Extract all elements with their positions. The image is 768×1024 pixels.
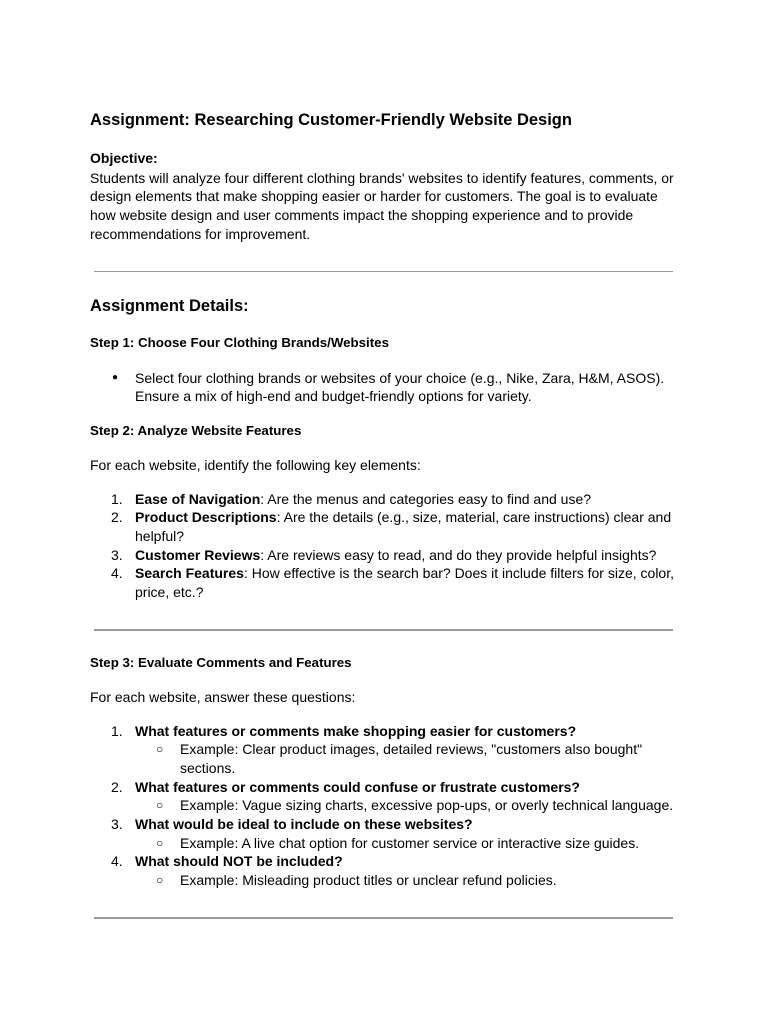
item-example: Example: Clear product images, detailed reviews, "customers also bought" sections. [180, 741, 643, 776]
page-title: Assignment: Researching Customer-Friendly Website Design [90, 111, 572, 129]
list-number: 2. [111, 509, 123, 526]
step3-heading: Step 3: Evaluate Comments and Features [90, 654, 352, 670]
divider [94, 271, 673, 272]
step1-heading: Step 1: Choose Four Clothing Brands/Websites [90, 334, 389, 350]
sub-list-item [90, 740, 680, 777]
item-text: : Are reviews easy to read, and do they provide helpful insights? [260, 546, 657, 563]
list-item [90, 778, 680, 815]
sub-list-item [90, 796, 680, 815]
list-item [90, 546, 680, 565]
list-item [90, 369, 680, 406]
document-body [90, 110, 680, 919]
list-item [90, 815, 680, 852]
list-number: 2. [111, 778, 123, 795]
list-number: 3. [111, 546, 123, 563]
list-number: 1. [111, 722, 123, 739]
item-example: Example: A live chat option for customer service or interactive size guides. [180, 834, 640, 851]
item-term: Search Features [135, 565, 244, 582]
list-number: 3. [111, 816, 123, 833]
list-number: 4. [111, 565, 123, 582]
sub-bullet-marker: ○ [156, 798, 164, 813]
list-item [90, 722, 680, 778]
sub-bullet-marker: ○ [156, 742, 164, 757]
list-item [90, 564, 680, 601]
sub-list-item [90, 834, 680, 853]
list-item [90, 490, 680, 509]
step3-list [90, 722, 680, 890]
item-term: Customer Reviews [135, 546, 261, 563]
step2-heading: Step 2: Analyze Website Features [90, 422, 302, 438]
item-example: Example: Misleading product titles or unclear refund policies. [180, 872, 557, 889]
step2-list [90, 490, 680, 602]
item-question: What should NOT be included? [135, 853, 343, 870]
details-heading: Assignment Details: [90, 296, 249, 315]
item-example: Example: Vague sizing charts, excessive pop-ups, or overly technical language. [180, 797, 674, 814]
step1-bullet-text: Select four clothing brands or websites of your choice (e.g., Nike, Zara, H&M, ASOS). Ensure a mix of high-end and budget-friendly options for variety. [135, 369, 665, 405]
list-number: 4. [111, 853, 123, 870]
item-text: : Are the menus and categories easy to find and use? [260, 490, 592, 507]
item-question: What features or comments could confuse or frustrate customers? [135, 778, 580, 795]
sub-bullet-marker: ○ [156, 873, 164, 888]
bullet-marker: ● [112, 371, 119, 383]
step1-list [90, 369, 680, 406]
item-text: : How effective is the search bar? Does it include filters for size, color, price, etc.? [135, 565, 674, 601]
objective-label: Objective: [90, 150, 158, 166]
list-number: 1. [111, 490, 123, 507]
step3-intro: For each website, answer these questions: [90, 688, 356, 705]
item-text: : Are the details (e.g., size, material, care instructions) clear and helpful? [135, 509, 672, 545]
item-term: Ease of Navigation [135, 490, 261, 507]
sub-list-item [90, 871, 680, 890]
divider [94, 917, 673, 919]
step2-intro: For each website, identify the following key elements: [90, 456, 421, 473]
item-question: What features or comments make shopping easier for customers? [135, 722, 577, 739]
list-item [90, 508, 680, 545]
sub-bullet-marker: ○ [156, 835, 164, 850]
objective-text: Students will analyze four different clothing brands' websites to identify features, comments, or design elements that make shopping easier or harder for customers. The goal is to evaluate how website design and user comments impact the shopping experience and to provide recommendations for improvement. [90, 169, 674, 242]
list-item [90, 852, 680, 889]
item-question: What would be ideal to include on these websites? [135, 816, 473, 833]
divider [94, 629, 673, 631]
item-term: Product Descriptions [135, 509, 277, 526]
